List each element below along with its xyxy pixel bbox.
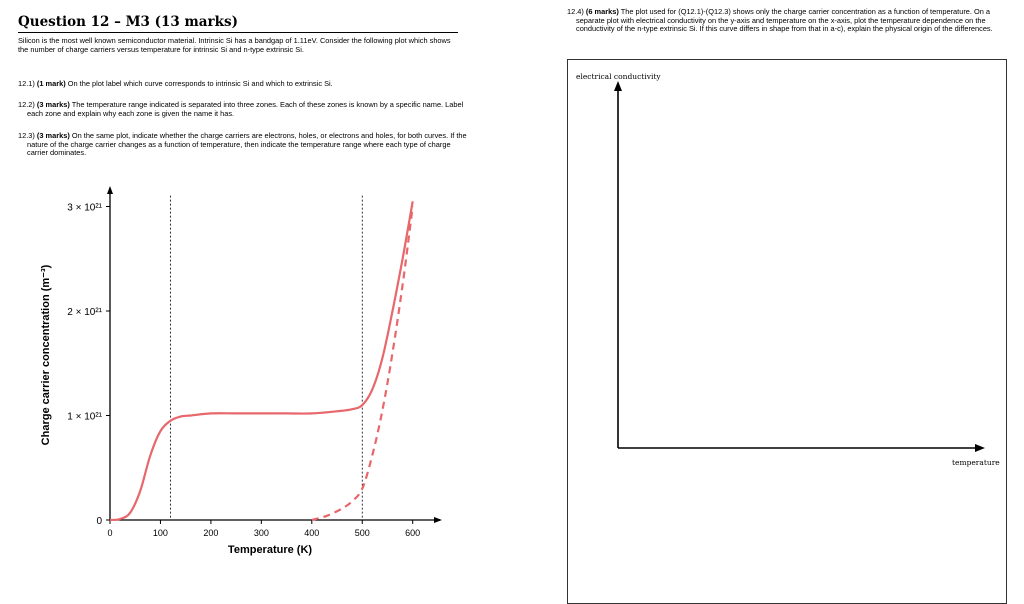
part-marks: (3 marks) xyxy=(36,131,70,140)
answer-y-label: electrical conductivity xyxy=(576,72,661,81)
x-tick-label: 500 xyxy=(354,528,370,538)
question-title: Question 12 – M3 (13 marks) xyxy=(18,14,458,33)
part-number: 12.3) xyxy=(18,131,35,140)
part-marks: (3 marks) xyxy=(36,100,70,109)
x-tick-label: 0 xyxy=(107,528,113,538)
y-tick-label: 0 xyxy=(96,516,102,527)
carrier-concentration-chart xyxy=(0,0,470,597)
part-number: 12.2) xyxy=(18,100,35,109)
question-intro: Silicon is the most well known semiconductor material. Intrinsic Si has a bandgap of 1.11eV. Consider the following plot which shows the number of charge carriers versus temperature for intrinsic Si and n-type extrinsic Si. xyxy=(18,36,451,54)
answer-axes xyxy=(568,60,1006,603)
x-tick-label: 100 xyxy=(152,528,168,538)
x-tick-label: 200 xyxy=(203,528,219,538)
y-axis-label: Charge carrier concentration (m⁻³) xyxy=(40,264,52,446)
x-tick-label: 300 xyxy=(253,528,269,538)
x-axis-label: Temperature (K) xyxy=(227,544,313,556)
part-number: 12.4) xyxy=(567,7,584,16)
part-text: On the plot label which curve corresponds to intrinsic Si and which to extrinsic Si. xyxy=(67,79,333,88)
part-marks: (6 marks) xyxy=(585,7,619,16)
y-tick-label: 2 × 10²¹ xyxy=(67,307,102,318)
x-tick-label: 600 xyxy=(405,528,421,538)
y-tick-label: 3 × 10²¹ xyxy=(67,202,102,214)
part-12-4 xyxy=(567,8,1012,34)
y-tick-label: 1 × 10²¹ xyxy=(67,411,102,423)
answer-x-label: temperature xyxy=(952,458,1000,467)
part-text: On the same plot, indicate whether the charge carriers are electrons, holes, or electrons and holes, for both curves. If the nature of the charge carrier changes as a function of temperature, then indicate the temperature range where each type of charge carrier dominates. xyxy=(27,131,467,158)
part-number: 12.1) xyxy=(18,79,35,88)
part-text: The temperature range indicated is separated into three zones. Each of these zones is known by a specific name. Label each zone and explain why each zone is given the name it has. xyxy=(27,100,464,118)
part-text: The plot used for (Q12.1)-(Q12.3) shows only the charge carrier concentration as a function of temperature. On a separate plot with electrical conductivity on the y-axis and temperature on the x-axis, plot the temperature dependence on the conductivity of the n-type extrinsic Si. If this curve differs in shape from that in a-c), explain the physical origin of the differences. xyxy=(576,7,993,34)
x-tick-label: 400 xyxy=(304,528,320,538)
answer-box[interactable] xyxy=(567,59,1007,604)
part-marks: (1 mark) xyxy=(36,79,66,88)
